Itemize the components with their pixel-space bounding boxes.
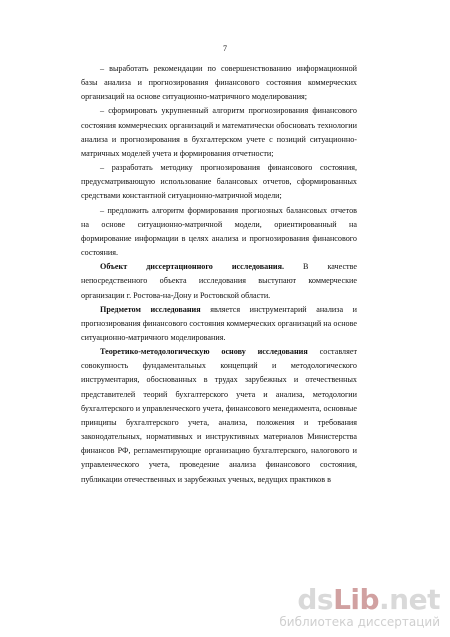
paragraph-lead: Объект диссертационного исследования. — [100, 262, 285, 272]
paragraph-lead: Предметом исследования — [100, 304, 201, 314]
logo-ds: ds — [297, 583, 334, 616]
paragraph-text: – выработать рекомендации по совершенствованию информационной базы анализа и прогнозирования финансового состояния коммерческих организаций на основе ситуационно-матричного моделирования; — [81, 64, 357, 102]
paragraph-text: – разработать методику прогнозирования финансового состояния, предусматривающую использование балансовых отчетов, сформированных средствами константной ситуационно-матричной модели; — [81, 163, 357, 201]
body-text — [81, 62, 357, 487]
paragraph-task-3 — [81, 161, 357, 203]
paragraph-task-1 — [81, 62, 357, 104]
paragraph-text: составляет совокупность фундаментальных концепций и методологического инструментария, обоснованных в трудах зарубежных и отечественных представителей теорий бухгалтерского учета и анализа, методологии бухгалтерского и управленческого учета, финансового менеджмента, основные принципы бухгалтерского учета, анализа, положения и требования законодательных, нормативных и инструктивных материалов Министерства финансов РФ, регламентирующие организацию бухгалтерского, налогового и управленческого учета, проведение анализа финансового состояния, публикации отечественных и зарубежных ученых, ведущих практиков в — [81, 347, 357, 484]
paragraph-methodology — [81, 345, 357, 487]
paragraph-lead: Теоретико-методологическую основу исследования — [100, 347, 308, 357]
dslib-logo — [279, 583, 440, 616]
paragraph-text: – предложить алгоритм формирования прогнозных балансовых отчетов на основе ситуационно-матричной модели, ориентированный на формирование информации в целях анализа и прогнозирования финансового состояния. — [81, 205, 357, 258]
paragraph-text: В качестве непосредственного объекта исследования выступают коммерческие организации г. Ростова-на-Дону и Ростовской области. — [81, 262, 357, 300]
logo-lib: Lib — [333, 583, 380, 616]
paragraph-task-4 — [81, 204, 357, 261]
paragraph-text: является инструментарий анализа и прогнозирования финансового состояния коммерческих организаций на основе ситуационно-матричного моделирования. — [81, 304, 358, 342]
watermark-subtitle: библиотека диссертаций — [279, 615, 440, 629]
paragraph-text: – сформировать укрупненный алгоритм прогнозирования финансового состояния коммерческих организаций и математически обосновать технологии анализа и прогнозирования в бухгалтерском учете с позиций ситуационно-матричных моделей учета и формирования отчетности; — [81, 106, 357, 158]
paragraph-task-2 — [81, 104, 357, 161]
logo-net: .net — [379, 583, 440, 616]
page-number: 7 — [223, 44, 227, 53]
paragraph-object — [81, 260, 357, 302]
dslib-watermark — [279, 583, 440, 629]
paragraph-subject — [81, 303, 357, 345]
